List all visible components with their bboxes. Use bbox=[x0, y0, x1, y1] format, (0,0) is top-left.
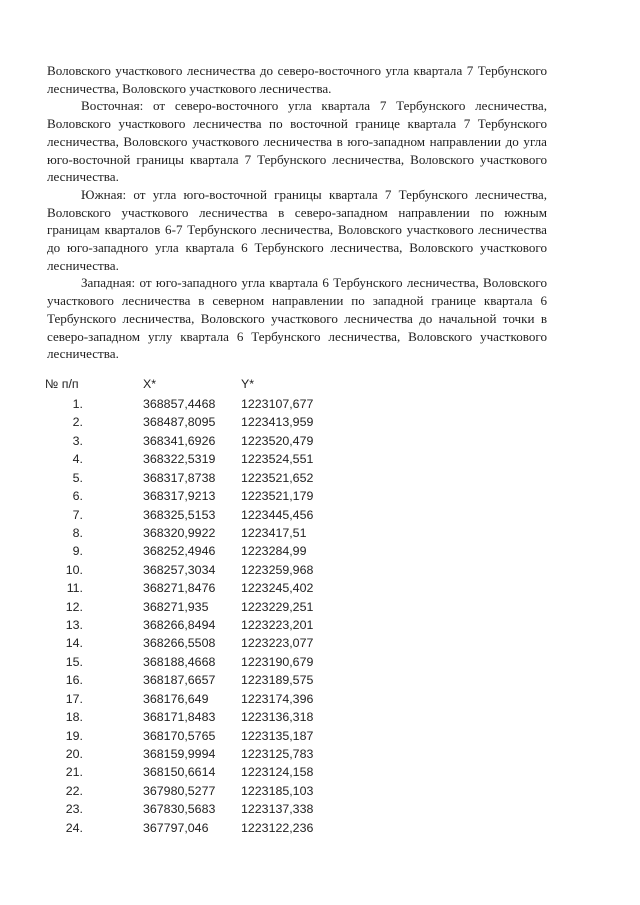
table-row bbox=[45, 782, 365, 800]
x-coordinate: 368159,9994 bbox=[143, 747, 216, 762]
y-coordinate: 1223223,201 bbox=[241, 618, 314, 633]
table-row bbox=[45, 653, 365, 671]
table-row bbox=[45, 616, 365, 634]
coordinates-table-body bbox=[45, 395, 365, 837]
coordinates-table-header bbox=[45, 374, 365, 395]
x-coordinate: 368171,8483 bbox=[143, 710, 216, 725]
x-coordinate: 368170,5765 bbox=[143, 728, 216, 743]
header-point-number: № п/п bbox=[45, 377, 79, 391]
y-coordinate: 1223521,652 bbox=[241, 470, 314, 485]
table-row bbox=[45, 506, 365, 524]
x-coordinate: 368266,8494 bbox=[143, 618, 216, 633]
table-row bbox=[45, 579, 365, 597]
point-number: 6. bbox=[72, 489, 83, 504]
table-row bbox=[45, 450, 365, 468]
table-row bbox=[45, 690, 365, 708]
header-y-coordinate: Y* bbox=[241, 377, 255, 391]
point-number: 13. bbox=[65, 618, 83, 633]
y-coordinate: 1223520,479 bbox=[241, 433, 314, 448]
point-number: 12. bbox=[65, 599, 83, 614]
x-coordinate: 367797,046 bbox=[143, 820, 209, 835]
y-coordinate: 1223245,402 bbox=[241, 581, 314, 596]
table-row bbox=[45, 469, 365, 487]
point-number: 23. bbox=[65, 802, 83, 817]
table-row bbox=[45, 413, 365, 431]
point-number: 17. bbox=[65, 691, 83, 706]
point-number: 20. bbox=[65, 747, 83, 762]
x-coordinate: 368322,5319 bbox=[143, 452, 216, 467]
x-coordinate: 368317,9213 bbox=[143, 489, 216, 504]
x-coordinate: 368187,6657 bbox=[143, 673, 216, 688]
y-coordinate: 1223124,158 bbox=[241, 765, 314, 780]
point-number: 2. bbox=[72, 415, 83, 430]
x-coordinate: 368150,6614 bbox=[143, 765, 216, 780]
coordinates-table bbox=[45, 374, 365, 837]
table-row bbox=[45, 487, 365, 505]
point-number: 19. bbox=[65, 728, 83, 743]
table-row bbox=[45, 395, 365, 413]
y-coordinate: 1223174,396 bbox=[241, 691, 314, 706]
point-number: 14. bbox=[65, 636, 83, 651]
x-coordinate: 368176,649 bbox=[143, 691, 209, 706]
y-coordinate: 1223136,318 bbox=[241, 710, 314, 725]
y-coordinate: 1223521,179 bbox=[241, 489, 314, 504]
table-row bbox=[45, 800, 365, 818]
point-number: 4. bbox=[72, 452, 83, 467]
y-coordinate: 1223122,236 bbox=[241, 820, 314, 835]
table-row bbox=[45, 432, 365, 450]
x-coordinate: 368188,4668 bbox=[143, 654, 216, 669]
x-coordinate: 368252,4946 bbox=[143, 544, 216, 559]
point-number: 10. bbox=[65, 562, 83, 577]
point-number: 15. bbox=[65, 654, 83, 669]
point-number: 11. bbox=[66, 581, 83, 596]
table-row bbox=[45, 598, 365, 616]
point-number: 16. bbox=[65, 673, 83, 688]
y-coordinate: 1223185,103 bbox=[241, 783, 314, 798]
table-row bbox=[45, 819, 365, 837]
y-coordinate: 1223135,187 bbox=[241, 728, 314, 743]
table-row bbox=[45, 561, 365, 579]
y-coordinate: 1223229,251 bbox=[241, 599, 314, 614]
table-row bbox=[45, 634, 365, 652]
y-coordinate: 1223137,338 bbox=[241, 802, 314, 817]
x-coordinate: 368271,935 bbox=[143, 599, 209, 614]
y-coordinate: 1223524,551 bbox=[241, 452, 314, 467]
x-coordinate: 368857,4468 bbox=[143, 397, 216, 411]
header-x-coordinate: X* bbox=[143, 377, 157, 391]
point-number: 18. bbox=[65, 710, 83, 725]
y-coordinate: 1223190,679 bbox=[241, 654, 314, 669]
boundary-paragraph-west: Западная: от юго-западного угла квартала 6 Тербунского лесничества, Воловского участкового лесничества в северном направлении по западной границе квартала 6 Тербунского лесничества, Воловского участкового лесничества до начальной точки в северо-западном углу квартала 6 Тербунского лесничества, Воловского участкового лесничества. bbox=[47, 275, 547, 362]
table-row bbox=[45, 763, 365, 781]
point-number: 7. bbox=[72, 507, 83, 522]
table-row bbox=[45, 708, 365, 726]
x-coordinate: 367980,5277 bbox=[143, 783, 216, 798]
boundary-paragraph-south: Южная: от угла юго-восточной границы квартала 7 Тербунского лесничества, Воловского участкового лесничества в северо-западном направлении по южным границам кварталов 6-7 Тербунского лесничества, Воловского участкового лесничества до юго-западного угла квартала 6 Тербунского лесничества, Воловского участкового лесничества. bbox=[47, 186, 547, 273]
x-coordinate: 368487,8095 bbox=[143, 415, 216, 430]
x-coordinate: 368271,8476 bbox=[143, 581, 216, 596]
boundary-description bbox=[47, 62, 547, 363]
table-row bbox=[45, 727, 365, 745]
point-number: 22. bbox=[65, 783, 83, 798]
point-number: 8. bbox=[72, 525, 83, 540]
point-number: 5. bbox=[72, 470, 83, 485]
table-row bbox=[45, 524, 365, 542]
table-row bbox=[45, 745, 365, 763]
y-coordinate: 1223223,077 bbox=[241, 636, 314, 651]
y-coordinate: 1223189,575 bbox=[241, 673, 314, 688]
point-number: 24. bbox=[65, 820, 83, 835]
point-number: 21. bbox=[65, 765, 83, 780]
point-number: 9. bbox=[72, 544, 83, 559]
y-coordinate: 1223125,783 bbox=[241, 747, 314, 762]
x-coordinate: 368320,9922 bbox=[143, 525, 216, 540]
point-number: 1. bbox=[72, 397, 83, 411]
x-coordinate: 368341,6926 bbox=[143, 433, 216, 448]
table-row bbox=[45, 542, 365, 560]
point-number: 3. bbox=[72, 433, 83, 448]
y-coordinate: 1223445,456 bbox=[241, 507, 314, 522]
x-coordinate: 368317,8738 bbox=[143, 470, 216, 485]
y-coordinate: 1223107,677 bbox=[241, 397, 314, 411]
x-coordinate: 368266,5508 bbox=[143, 636, 216, 651]
x-coordinate: 368257,3034 bbox=[143, 562, 216, 577]
x-coordinate: 367830,5683 bbox=[143, 802, 216, 817]
x-coordinate: 368325,5153 bbox=[143, 507, 216, 522]
y-coordinate: 1223259,968 bbox=[241, 562, 314, 577]
boundary-paragraph-east: Восточная: от северо-восточного угла квартала 7 Тербунского лесничества, Воловского участкового лесничества по восточной границе квартала 7 Тербунского лесничества, Воловского участкового лесничества в юго-западном направлении до угла юго-восточной границы квартала 7 Тербунского лесничества, Воловского участкового лесничества. bbox=[47, 98, 547, 185]
boundary-paragraph-continuation: Воловского участкового лесничества до северо-восточного угла квартала 7 Тербунского лесничества, Воловского участкового лесничества. bbox=[47, 63, 547, 96]
y-coordinate: 1223284,99 bbox=[241, 544, 307, 559]
table-row bbox=[45, 671, 365, 689]
y-coordinate: 1223413,959 bbox=[241, 415, 314, 430]
y-coordinate: 1223417,51 bbox=[241, 525, 307, 540]
